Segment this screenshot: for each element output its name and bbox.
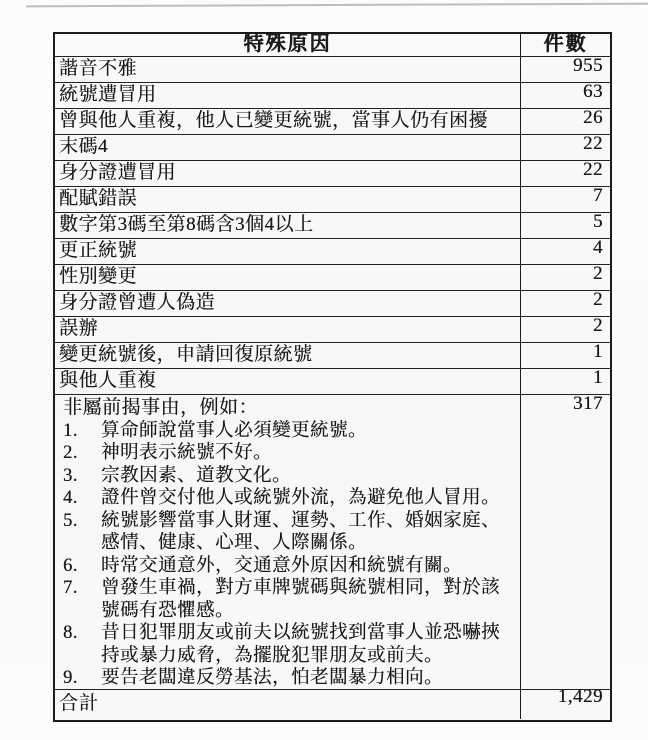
total-row <box>55 686 610 719</box>
example-number: 2. <box>63 443 78 463</box>
table-row <box>55 160 610 186</box>
example-text: 神明表示統號不好。 <box>101 443 273 463</box>
table-row <box>55 264 610 290</box>
table-row <box>55 342 610 368</box>
count-cell <box>521 239 610 264</box>
reason-cell <box>55 265 521 290</box>
reason-cell <box>55 239 521 264</box>
other-reasons-cell <box>55 395 521 689</box>
other-reasons-title: 非屬前揭事由，例如： <box>63 397 259 418</box>
total-label: 合計 <box>59 693 100 714</box>
example-item <box>63 465 518 488</box>
example-number: 4. <box>63 488 78 508</box>
table-row <box>55 290 610 316</box>
table-row <box>55 186 610 212</box>
other-reasons-row <box>55 394 610 689</box>
example-text: 時常交通意外，交通意外原因和統號有關。 <box>101 555 463 576</box>
count-cell <box>521 161 610 186</box>
count-value: 2 <box>593 263 603 284</box>
reason-cell <box>55 369 521 394</box>
table-row <box>55 316 610 342</box>
other-reasons-count-cell <box>521 395 610 689</box>
reason-cell <box>55 135 521 160</box>
count-value: 22 <box>583 159 603 180</box>
count-cell <box>521 109 610 134</box>
table-row <box>55 212 610 238</box>
reason-cell <box>55 83 521 108</box>
other-reasons-body <box>59 395 520 689</box>
example-text: 宗教因素、道教文化。 <box>101 465 292 486</box>
example-item <box>63 487 518 510</box>
reason-label: 更正統號 <box>59 240 138 261</box>
table-row <box>55 82 610 108</box>
example-item <box>63 667 518 689</box>
count-cell <box>521 135 610 160</box>
example-number: 8. <box>63 623 78 643</box>
count-cell <box>521 343 610 368</box>
count-cell <box>521 213 610 238</box>
count-value: 26 <box>583 107 603 128</box>
example-text: 要告老闆違反勞基法，怕老闆暴力相向。 <box>101 668 444 688</box>
count-value: 2 <box>593 289 603 310</box>
other-reasons-count: 317 <box>573 393 603 414</box>
count-cell <box>521 187 610 212</box>
reason-label: 身分證遭冒用 <box>59 162 177 183</box>
table-header-row <box>55 34 610 56</box>
example-text: 昔日犯罪朋友或前夫以統號找到當事人並恐嚇挾持或暴力威脅，為擺脫犯罪朋友或前夫。 <box>101 623 501 666</box>
count-value: 5 <box>593 211 603 232</box>
count-cell <box>521 83 610 108</box>
example-number: 3. <box>63 465 78 486</box>
count-value: 1 <box>593 367 603 388</box>
special-reasons-table <box>53 32 612 722</box>
reason-cell <box>55 213 521 238</box>
table-row <box>55 134 610 160</box>
count-value: 2 <box>593 315 603 336</box>
example-number: 9. <box>63 668 78 688</box>
example-number: 7. <box>63 578 78 598</box>
count-value: 7 <box>593 185 603 206</box>
reason-label: 配賦錯誤 <box>59 188 138 209</box>
total-count: 1,429 <box>557 686 603 707</box>
reason-cell <box>55 109 521 134</box>
reason-label: 誤辦 <box>59 318 99 339</box>
table-row <box>55 108 610 134</box>
example-number: 6. <box>63 555 78 576</box>
reason-label: 身分證曾遭人偽造 <box>59 292 216 313</box>
reason-label: 性別變更 <box>59 266 138 287</box>
count-column-header-label: 件數 <box>543 33 588 55</box>
reason-label: 與他人重複 <box>59 370 157 391</box>
example-text: 曾發生車禍，對方車牌號碼與統號相同，對於該號碼有恐懼感。 <box>101 578 501 621</box>
reason-column-header <box>55 34 521 56</box>
example-item <box>63 577 518 622</box>
count-value: 22 <box>583 133 603 154</box>
reason-label: 曾與他人重複，他人已變更統號，當事人仍有困擾 <box>59 110 489 131</box>
reason-label: 統號遭冒用 <box>59 84 157 105</box>
example-item <box>63 555 518 578</box>
count-cell <box>521 57 610 82</box>
scan-artifact-line <box>26 3 648 7</box>
count-cell <box>521 291 610 316</box>
example-text: 證件曾交付他人或統號外流，為避免他人冒用。 <box>101 488 501 508</box>
count-value: 955 <box>573 55 603 76</box>
total-count-cell <box>521 686 610 719</box>
reason-label: 諧音不雅 <box>59 58 138 79</box>
example-number: 1. <box>63 420 78 441</box>
count-value: 1 <box>593 341 603 362</box>
reason-label: 數字第3碼至第8碼含3個4以上 <box>59 214 314 235</box>
reason-cell <box>55 343 521 368</box>
reason-cell <box>55 291 521 316</box>
example-item <box>63 442 518 465</box>
example-item <box>63 420 518 443</box>
count-value: 4 <box>593 237 603 258</box>
reason-label: 變更統號後，申請回復原統號 <box>59 344 313 365</box>
count-cell <box>521 265 610 290</box>
example-text: 算命師說當事人必須變更統號。 <box>101 420 368 441</box>
reason-cell <box>55 317 521 342</box>
example-item <box>63 622 518 667</box>
reason-cell <box>55 161 521 186</box>
reason-column-header-label: 特殊原因 <box>243 34 332 55</box>
count-column-header <box>521 34 610 56</box>
reason-cell <box>55 187 521 212</box>
data-rows <box>55 56 610 394</box>
table-row <box>55 238 610 264</box>
reason-label: 末碼4 <box>59 136 109 157</box>
example-number: 5. <box>63 510 78 531</box>
example-text: 統號影響當事人財運、運勢、工作、婚姻家庭、感情、健康、心理、人際關係。 <box>101 510 501 553</box>
count-cell <box>521 317 610 342</box>
total-label-cell <box>55 690 521 719</box>
count-cell <box>521 369 610 394</box>
reason-cell <box>55 57 521 82</box>
examples-list <box>63 420 518 690</box>
example-item <box>63 510 518 555</box>
table-row <box>55 56 610 82</box>
count-value: 63 <box>583 81 603 102</box>
table-row <box>55 368 610 394</box>
